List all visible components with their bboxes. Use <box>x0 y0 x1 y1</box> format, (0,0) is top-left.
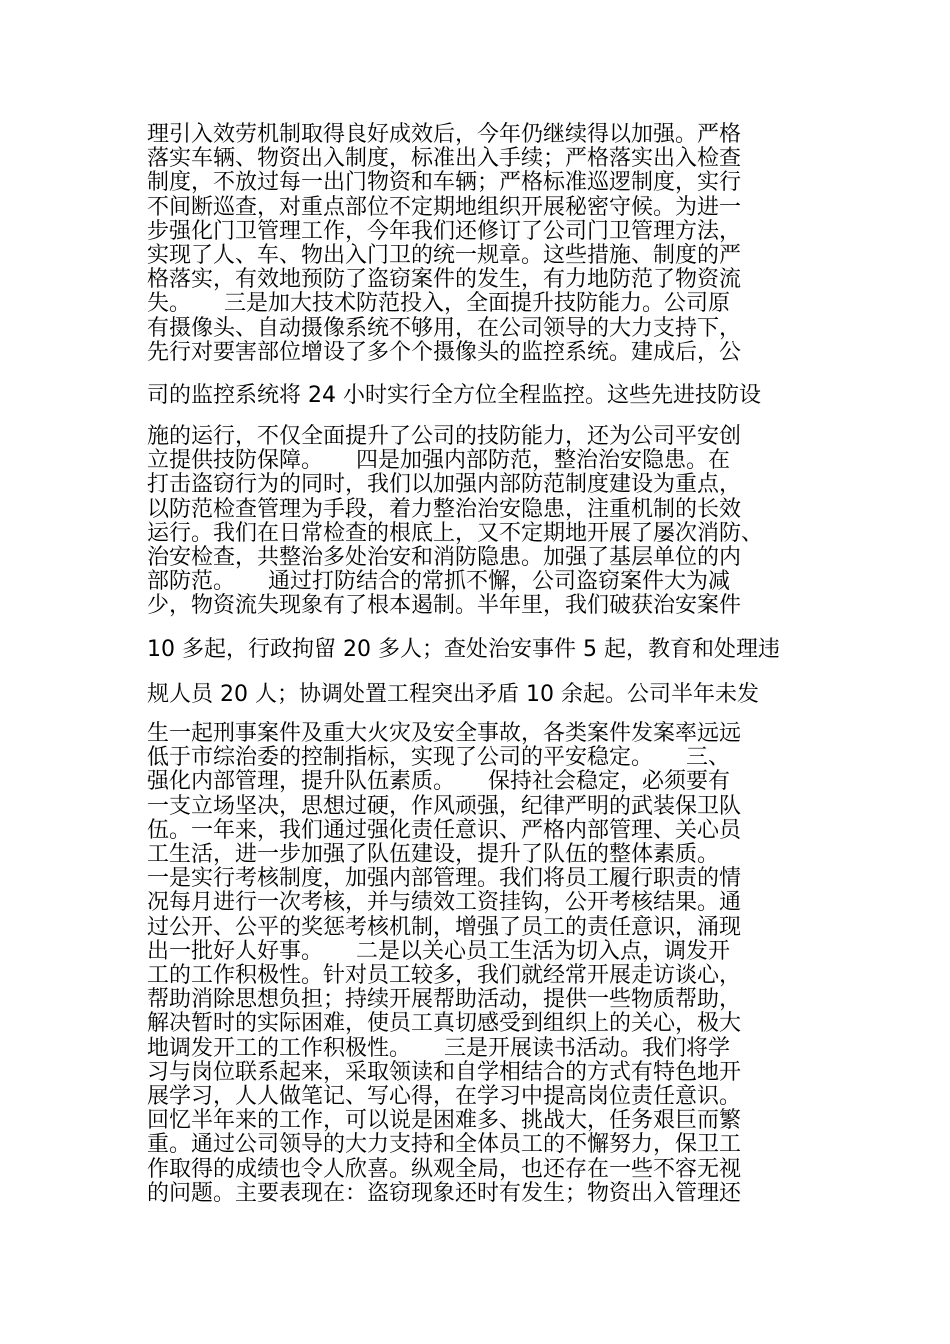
text-line: 展学习，人人做笔记、写心得，在学习中提高岗位责任意识。 <box>147 1084 742 1110</box>
text-line: 低于市综治委的控制指标，实现了公司的平安稳定。 三、 <box>147 745 731 771</box>
text-line: 理引入效劳机制取得良好成效后，今年仍继续得以加强。严格 <box>147 122 742 147</box>
text-line: 回忆半年来的工作，可以说是困难多、挑战大，任务艰巨而繁 <box>147 1108 742 1134</box>
text-line: 强化内部管理，提升队伍素质。 保持社会稳定，必须要有 <box>147 769 731 795</box>
paragraph-line-cases-stats: 10 多起，行政拘留 20 多人；查处治安事件 5 起，教育和处理违 <box>147 637 780 662</box>
text-line: 伍。一年来，我们通过强化责任意识、严格内部管理、关心员 <box>147 817 742 843</box>
text-line: 施的运行，不仅全面提升了公司的技防能力，还为公司平安创 <box>147 424 742 449</box>
text-line: 先行对要害部位增设了多个个摄像头的监控系统。建成后，公 <box>147 339 742 365</box>
text-line: 帮助消除思想负担；持续开展帮助活动，提供一些物质帮助， <box>147 987 742 1013</box>
paragraph-block-3 <box>147 722 827 1206</box>
text-line: 治安检查，共整治多处治安和消防隐患。加强了基层单位的内 <box>147 545 742 571</box>
text-line: 一支立场坚决，思想过硬，作风顽强，纪律严明的武装保卫队 <box>147 793 742 819</box>
text-line: 解决暂时的实际困难，使员工真切感受到组织上的关心，极大 <box>147 1011 742 1037</box>
text-line: 格落实，有效地预防了盗窃案件的发生，有力地防范了物资流 <box>147 267 742 293</box>
text-line: 的问题。主要表现在：盗窃现象还时有发生；物资出入管理还 <box>147 1180 742 1206</box>
paragraph-block-2 <box>147 425 827 619</box>
text-line: 部防范。 通过打防结合的常抓不懈，公司盗窃案件大为减 <box>147 569 731 595</box>
paragraph-line-24-hour-monitoring: 司的监控系统将 24 小时实行全方位全程监控。这些先进技防设 <box>147 383 761 408</box>
text-line: 打击盗窃行为的同时，我们以加强内部防范制度建设为重点， <box>147 472 742 498</box>
text-line: 工的工作积极性。针对员工较多，我们就经常开展走访谈心， <box>147 963 742 989</box>
text-line: 过公开、公平的奖惩考核机制，增强了员工的责任意识，涌现 <box>147 914 742 940</box>
text-line: 地调发开工的工作积极性。 三是开展读书活动。我们将学 <box>147 1035 731 1061</box>
text-line: 步强化门卫管理工作，今年我们还修订了公司门卫管理方法， <box>147 218 742 244</box>
text-line: 况每月进行一次考核，并与绩效工资挂钩，公开考核结果。通 <box>147 890 742 916</box>
text-line: 有摄像头、自动摄像系统不够用，在公司领导的大力支持下， <box>147 315 742 341</box>
text-line: 制度，不放过每一出门物资和车辆；严格标准巡逻制度，实行 <box>147 170 742 196</box>
text-line: 生一起刑事案件及重大火灾及安全事故，各类案件发案率远远 <box>147 721 742 746</box>
text-line: 工生活，进一步加强了队伍建设，提升了队伍的整体素质。 <box>147 842 720 868</box>
text-line: 失。 三是加大技术防范投入，全面提升技防能力。公司原 <box>147 291 731 317</box>
text-line: 落实车辆、物资出入制度，标准出入手续；严格落实出入检查 <box>147 146 742 172</box>
paragraph-block-1 <box>147 123 827 365</box>
text-line: 重。通过公司领导的大力支持和全体员工的不懈努力，保卫工 <box>147 1132 742 1158</box>
text-line: 出一批好人好事。 二是以关心员工生活为切入点，调发开 <box>147 938 731 964</box>
text-line: 运行。我们在日常检查的根底上，又不定期地开展了屡次消防、 <box>147 520 764 546</box>
text-line: 立提供技防保障。 四是加强内部防范，整治治安隐患。在 <box>147 448 731 474</box>
paragraph-line-violators-stats: 规人员 20 人；协调处置工程突出矛盾 10 余起。公司半年未发 <box>147 682 759 707</box>
text-line: 一是实行考核制度，加强内部管理。我们将员工履行职责的情 <box>147 866 742 892</box>
text-line: 习与岗位联系起来，采取领读和自学相结合的方式有特色地开 <box>147 1059 742 1085</box>
text-line: 以防范检查管理为手段，着力整治治安隐患，注重机制的长效 <box>147 496 742 522</box>
text-line: 少，物资流失现象有了根本遏制。半年里，我们破获治安案件 <box>147 593 742 619</box>
text-line: 作取得的成绩也令人欣喜。纵观全局，也还存在一些不容无视 <box>147 1156 742 1182</box>
text-line: 不间断巡查，对重点部位不定期地组织开展秘密守候。为进一 <box>147 194 742 220</box>
text-line: 实现了人、车、物出入门卫的统一规章。这些措施、制度的严 <box>147 243 742 269</box>
